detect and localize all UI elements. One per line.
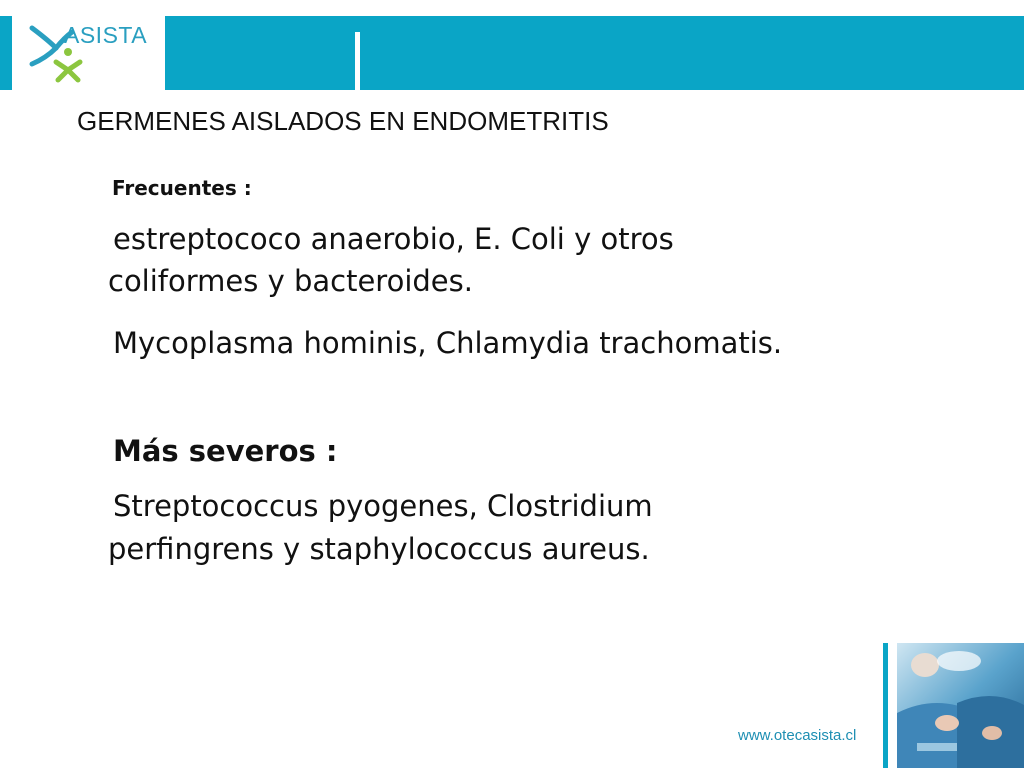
footer-url: www.otecasista.cl — [738, 727, 857, 744]
severos-line-1: Streptococcus pyogenes, Clostridium — [113, 489, 653, 523]
header-divider — [355, 32, 360, 90]
frecuentes-line-3: Mycoplasma hominis, Chlamydia trachomatis. — [113, 326, 783, 360]
slide-title: GERMENES AISLADOS EN ENDOMETRITIS — [77, 106, 609, 136]
frecuentes-line-2: coliformes y bacteroides. — [108, 264, 473, 298]
severos-heading: Más severos : — [113, 434, 338, 468]
frecuentes-heading: Frecuentes : — [112, 176, 252, 200]
photo-accent-bar — [883, 643, 888, 768]
header-band — [165, 16, 1024, 90]
logo-text: ASISTA — [64, 22, 148, 48]
left-accent-bar — [0, 16, 12, 90]
frecuentes-line-1: estreptococo anaerobio, E. Coli y otros — [113, 222, 674, 256]
severos-line-2: perfingrens y staphylococcus aureus. — [108, 532, 650, 566]
surgery-photo-icon — [897, 643, 1024, 768]
